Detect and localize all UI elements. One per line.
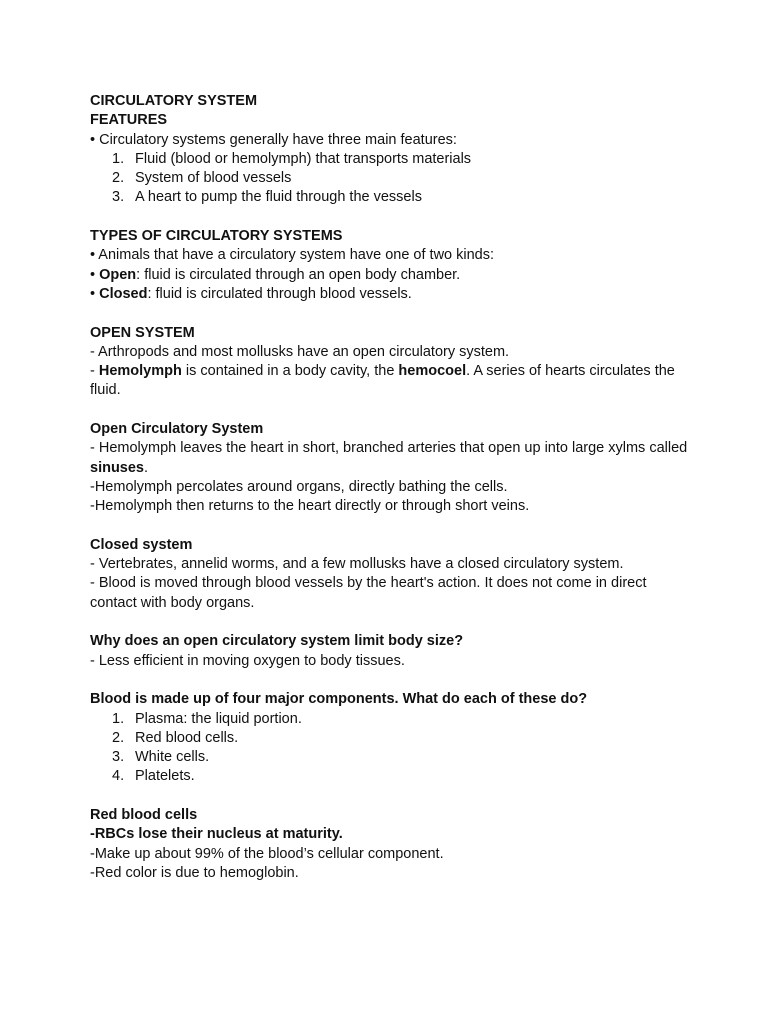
list-item: [90, 729, 690, 748]
open-system-line-1: - Arthropods and most mollusks have an open circulatory system.: [90, 343, 510, 360]
types-open-line: [90, 266, 690, 285]
rbc-line-2: -Red color is due to hemoglobin.: [90, 864, 299, 881]
types-heading: TYPES OF CIRCULATORY SYSTEMS: [90, 228, 343, 245]
features-intro: • Circulatory systems generally have three main features:: [90, 131, 457, 148]
features-heading: FEATURES: [90, 112, 168, 129]
text-fragment: is contained in a body cavity, the: [181, 363, 399, 380]
closed-system-heading: Closed system: [90, 536, 193, 553]
open-description: : fluid is circulated through an open body chamber.: [136, 266, 461, 283]
list-item: [90, 188, 690, 207]
list-number: 1.: [112, 710, 125, 727]
why-answer: - Less efficient in moving oxygen to body tissues.: [90, 652, 405, 669]
section-spacer: [90, 517, 690, 536]
blood-components-heading: Blood is made up of four major components. What do each of these do?: [90, 691, 588, 708]
types-closed-line: [90, 285, 690, 304]
section-spacer: [90, 304, 690, 323]
document-page: [90, 92, 690, 883]
why-heading: Why does an open circulatory system limit body size?: [90, 633, 464, 650]
list-number: 3.: [112, 749, 125, 766]
open-circulatory-line-1: [90, 439, 690, 478]
period: .: [144, 459, 149, 476]
text-fragment: - Hemolymph leaves the heart in short, branched arteries that open up into large xylms called: [90, 440, 688, 457]
closed-system-line-2: - Blood is moved through blood vessels by the heart's action. It does not come in direct contact with body organs.: [90, 575, 647, 611]
open-circulatory-line-2: -Hemolymph percolates around organs, directly bathing the cells.: [90, 478, 508, 495]
section-spacer: [90, 208, 690, 227]
rbc-heading: Red blood cells: [90, 806, 198, 823]
hemocoel-term: hemocoel: [398, 363, 467, 380]
list-text: Plasma: the liquid portion.: [135, 710, 302, 727]
list-item: [90, 767, 690, 786]
list-item: [90, 748, 690, 767]
section-spacer: [90, 613, 690, 632]
hemolymph-term: Hemolymph: [98, 363, 182, 380]
list-number: 3.: [112, 189, 125, 206]
open-circulatory-line-3: -Hemolymph then returns to the heart directly or through short veins.: [90, 498, 530, 515]
dash: -: [90, 363, 99, 380]
rbc-line-1: -Make up about 99% of the blood’s cellular component.: [90, 845, 444, 862]
closed-description: : fluid is circulated through blood vessels.: [147, 285, 412, 302]
bullet: •: [90, 266, 100, 283]
list-text: Fluid (blood or hemolymph) that transports materials: [135, 150, 472, 167]
text-fragment: . A series of hearts circulates the fluid.: [90, 363, 675, 399]
bullet: •: [90, 285, 100, 302]
document-title: CIRCULATORY SYSTEM: [90, 93, 258, 109]
list-text: System of blood vessels: [135, 170, 292, 187]
section-spacer: [90, 671, 690, 690]
open-circulatory-heading: Open Circulatory System: [90, 421, 264, 438]
closed-system-line-1: - Vertebrates, annelid worms, and a few mollusks have a closed circulatory system.: [90, 556, 624, 573]
section-spacer: [90, 787, 690, 806]
list-item: [90, 710, 690, 729]
list-text: Red blood cells.: [135, 729, 239, 746]
open-term: Open: [99, 266, 137, 283]
list-item: [90, 169, 690, 188]
list-number: 4.: [112, 768, 125, 785]
open-system-heading: OPEN SYSTEM: [90, 324, 195, 341]
types-intro: • Animals that have a circulatory system have one of two kinds:: [90, 247, 495, 264]
section-spacer: [90, 401, 690, 420]
list-item: [90, 150, 690, 169]
sinuses-term: sinuses: [90, 459, 144, 476]
list-text: A heart to pump the fluid through the vessels: [135, 189, 422, 206]
list-number: 2.: [112, 170, 125, 187]
list-number: 1.: [112, 150, 125, 167]
list-text: White cells.: [135, 749, 210, 766]
open-system-line-2: [90, 362, 690, 401]
list-text: Platelets.: [135, 768, 195, 785]
closed-term: Closed: [99, 285, 148, 302]
rbc-subheading: -RBCs lose their nucleus at maturity.: [90, 826, 343, 843]
list-number: 2.: [112, 729, 125, 746]
